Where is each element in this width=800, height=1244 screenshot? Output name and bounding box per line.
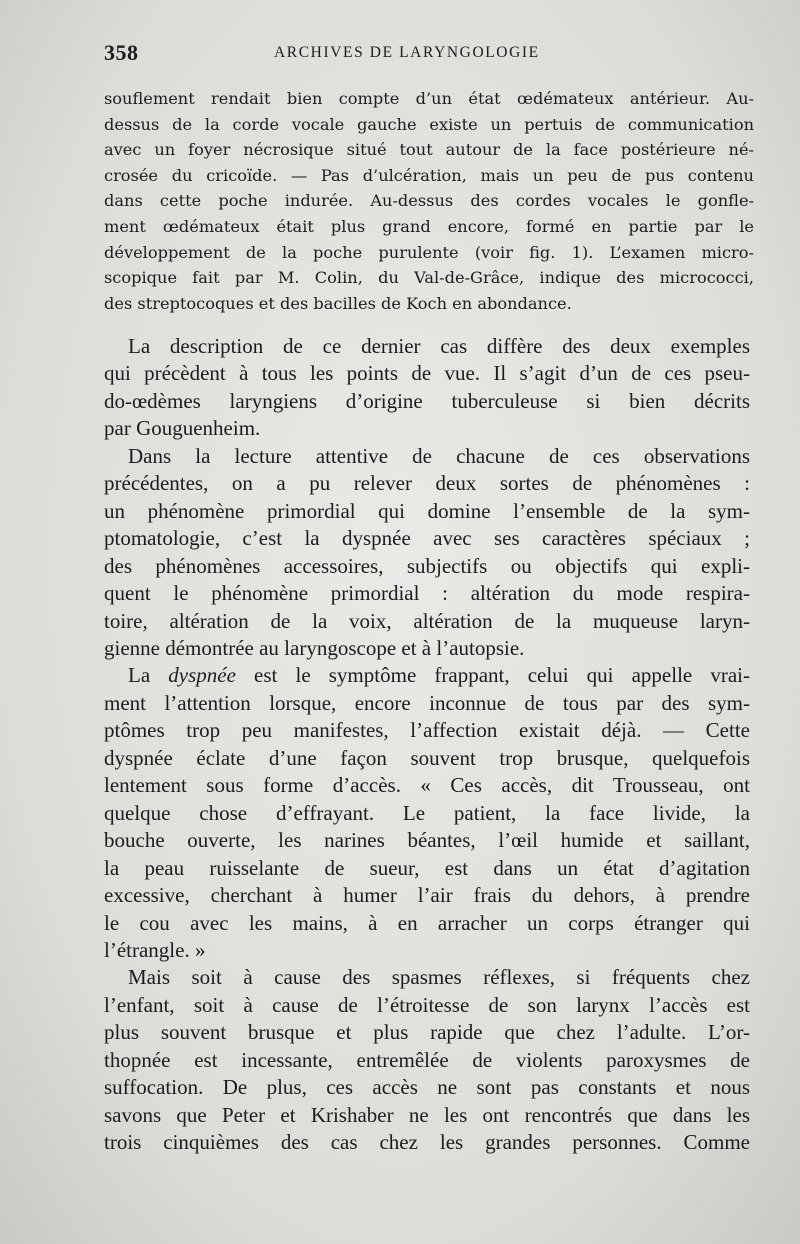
text-line: plus souvent brusque et plus rapide que chez l’adulte. L’or- [104,1020,750,1045]
text-line: dessus de la corde vocale gauche existe un pertuis de communication [104,114,754,134]
text-line: dyspnée éclate d’une façon souvent trop brusque, quelquefois [104,745,750,770]
text-line: excessive, cherchant à humer l’air frais du dehors, à prendre [104,883,750,908]
text-line: Mais soit à cause des spasmes réflexes, si fréquents chez [128,965,750,990]
text-line: scopique fait par M. Colin, du Val-de-Grâce, indique des micrococci, [104,268,754,288]
text-line: la peau ruisselante de sueur, est dans un état d’agitation [104,855,750,880]
text-line: ptômes trop peu manifestes, l’affection existait déjà. — Cette [104,718,750,743]
paragraph-description [104,333,750,443]
text-line: Dans la lecture attentive de chacune de ces observations [128,443,750,468]
text-line: savons que Peter et Krishaber ne les ont rencontrés que dans les [104,1102,750,1127]
text-line: un phénomène primordial qui domine l’ensemble de la sym- [104,498,750,523]
text-line: ptomatologie, c’est la dyspnée avec ses caractères spéciaux ; [104,526,750,551]
running-head [104,40,760,66]
text-line: précédentes, on a pu relever deux sortes de phénomènes : [104,471,750,496]
text-fragment: La [128,663,169,688]
text-line: La description de ce dernier cas diffère des deux exemples [128,334,750,358]
text-line: l’enfant, soit à cause de l’étroitesse de son larynx l’accès est [104,992,750,1017]
case-report-excerpt [104,86,754,316]
paragraph-spasms [104,964,750,1156]
text-line: par Gouguenheim. [104,416,261,441]
text-line: le cou avec les mains, à en arracher un corps étranger qui [104,910,750,935]
text-line: qui précèdent à tous les points de vue. Il s’agit d’un de ces pseu- [104,361,750,386]
paragraph-dyspnea [104,662,750,964]
body-text [104,333,750,1157]
text-line: l’étrangle. » [104,937,206,962]
text-line: thopnée est incessante, entremêlée de violents paroxysmes de [104,1047,750,1072]
text-line: suffocation. De plus, ces accès ne sont pas constants et nous [104,1075,750,1100]
text-line: bouche ouverte, les narines béantes, l’œil humide et saillant, [104,828,750,853]
text-line: souflement rendait bien compte d’un état œdémateux antérieur. Au- [104,89,754,108]
journal-title: ARCHIVES DE LARYNGOLOGIE [274,44,540,61]
text-line: des streptocoques et des bacilles de Koch en abondance. [104,293,572,313]
text-line: dans cette poche indurée. Au-dessus des cordes vocales le gonfle- [104,191,754,211]
text-line: do-œdèmes laryngiens d’origine tuberculeuse si bien décrits [104,388,750,413]
text-fragment: est le symptôme frappant, celui qui appelle vrai- [235,663,750,688]
text-line: ment l’attention lorsque, encore inconnue de tous par des sym- [104,690,750,715]
text-line: crosée du cricoïde. — Pas d’ulcération, mais un peu de pus contenu [104,165,754,185]
paragraph-phenomena [104,443,750,663]
text-line: développement de la poche purulente (voir fig. 1). L’examen micro- [104,242,754,262]
text-line: quelque chose d’effrayant. Le patient, la face livide, la [104,800,750,825]
text-line: lentement sous forme d’accès. « Ces accès, dit Trousseau, ont [104,773,750,798]
text-line: toire, altération de la voix, altération de la muqueuse laryn- [104,608,750,633]
text-line: ment œdémateux était plus grand encore, formé en partie par le [104,216,754,236]
text-line: des phénomènes accessoires, subjectifs ou objectifs qui expli- [104,553,750,578]
text-line [104,662,750,689]
text-line: gienne démontrée au laryngoscope et à l’autopsie. [104,635,525,660]
page-number: 358 [104,40,139,65]
text-line: trois cinquièmes des cas chez les grandes personnes. Comme [104,1130,750,1155]
italic-term: dyspnée [168,663,236,688]
text-line: avec un foyer nécrosique situé tout autour de la face postérieure né- [104,140,754,160]
text-line: quent le phénomène primordial : altération du mode respira- [104,581,750,606]
